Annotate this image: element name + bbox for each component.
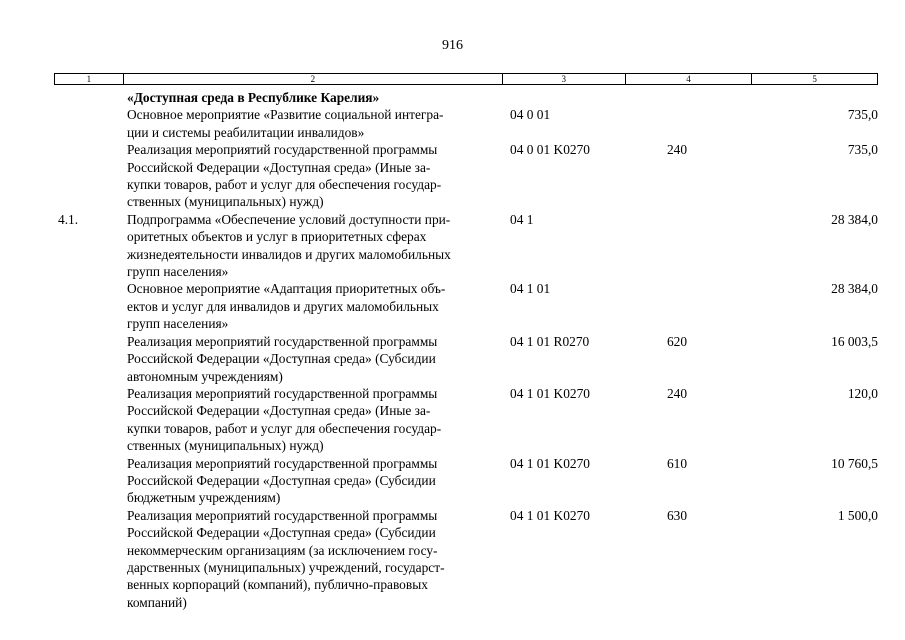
row-number [54,106,127,141]
row-code: 04 0 01 K0270 [510,142,590,158]
row-amount: 28 384,0 [831,281,878,297]
row-code: 04 1 01 K0270 [510,455,590,471]
row-number [54,455,127,507]
row-description: Реализация мероприятий государственной программы Российской Федерации «Доступная среда» (Иные за- купки товаров, работ и услуг для обеспечения государ- ственных (муниципальных) нужд) [127,385,442,454]
row-expense-type: 240 [666,385,688,401]
row-amount: 1 500,0 [837,507,878,523]
row-expense-type [647,211,707,281]
table-header [54,73,878,85]
row-description: Реализация мероприятий государственной программы Российской Федерации «Доступная среда» (Субсидии бюджетным учреждениям) [127,455,438,506]
table-row [54,141,878,211]
row-description: Реализация мероприятий государственной программы Российской Федерации «Доступная среда» (Субсидии автономным учреждениям) [127,333,438,384]
row-description: Реализация мероприятий государственной программы Российской Федерации «Доступная среда» (Иные за- купки товаров, работ и услуг для обеспечения государ- ственных (муниципальных) нужд) [127,142,442,210]
row-number [54,507,127,611]
row-code: 04 1 01 R0270 [510,333,590,349]
row-description: «Доступная среда в Республике Карелия» [127,90,380,105]
row-code: 04 0 01 [510,107,551,123]
row-amount: 10 760,5 [831,455,878,471]
row-description: Реализация мероприятий государственной программы Российской Федерации «Доступная среда» (Субсидии некоммерческим организациям (за исключением госу- дарственных (муниципальных) учреждений, государст- венных корпораций (компаний), публично-правовых компаний) [127,507,445,610]
table-row [54,455,878,507]
table-row [54,333,878,385]
row-number [54,333,127,385]
row-code: 04 1 01 K0270 [510,507,590,523]
table-row [54,106,878,141]
row-number [54,89,127,106]
header-col-2: 2 [124,74,503,84]
header-col-1: 1 [55,74,124,84]
table-body [54,89,878,611]
table-row [54,507,878,611]
table-row [54,280,878,332]
row-number: 4.1. [58,211,79,227]
row-number [54,141,127,211]
table-row [54,89,878,106]
row-description: Основное мероприятие «Адаптация приоритетных объ- ектов и услуг для инвалидов и других маломобильных групп населения» [127,281,446,332]
row-amount [707,89,878,106]
header-col-4: 4 [626,74,753,84]
row-amount: 735,0 [847,142,878,158]
row-expense-type: 620 [666,333,688,349]
row-expense-type: 630 [666,507,688,523]
row-number [54,385,127,455]
row-code: 04 1 [510,211,534,227]
row-amount: 16 003,5 [831,333,878,349]
row-expense-type [647,89,707,106]
header-col-5: 5 [812,74,817,84]
row-code: 04 1 01 [510,281,551,297]
row-expense-type [647,106,707,141]
row-expense-type: 610 [666,455,688,471]
header-col-3: 3 [503,74,626,84]
table-row [54,385,878,455]
row-amount: 120,0 [847,385,878,401]
row-description: Подпрограмма «Обеспечение условий доступности при- оритетных объектов и услуг в приоритетных сферах жизнедеятельности инвалидов и других маломобильных групп населения» [127,211,451,280]
row-expense-type [647,280,707,332]
row-code: 04 1 01 K0270 [510,385,590,401]
row-amount: 735,0 [847,107,878,123]
row-number [54,280,127,332]
page-number: 916 [442,38,463,53]
row-expense-type: 240 [666,142,688,158]
row-amount: 28 384,0 [831,211,878,227]
row-description: Основное мероприятие «Развитие социальной интегра- ции и системы реабилитации инвалидов» [127,107,444,140]
row-code [507,89,647,106]
table-row [54,211,878,281]
